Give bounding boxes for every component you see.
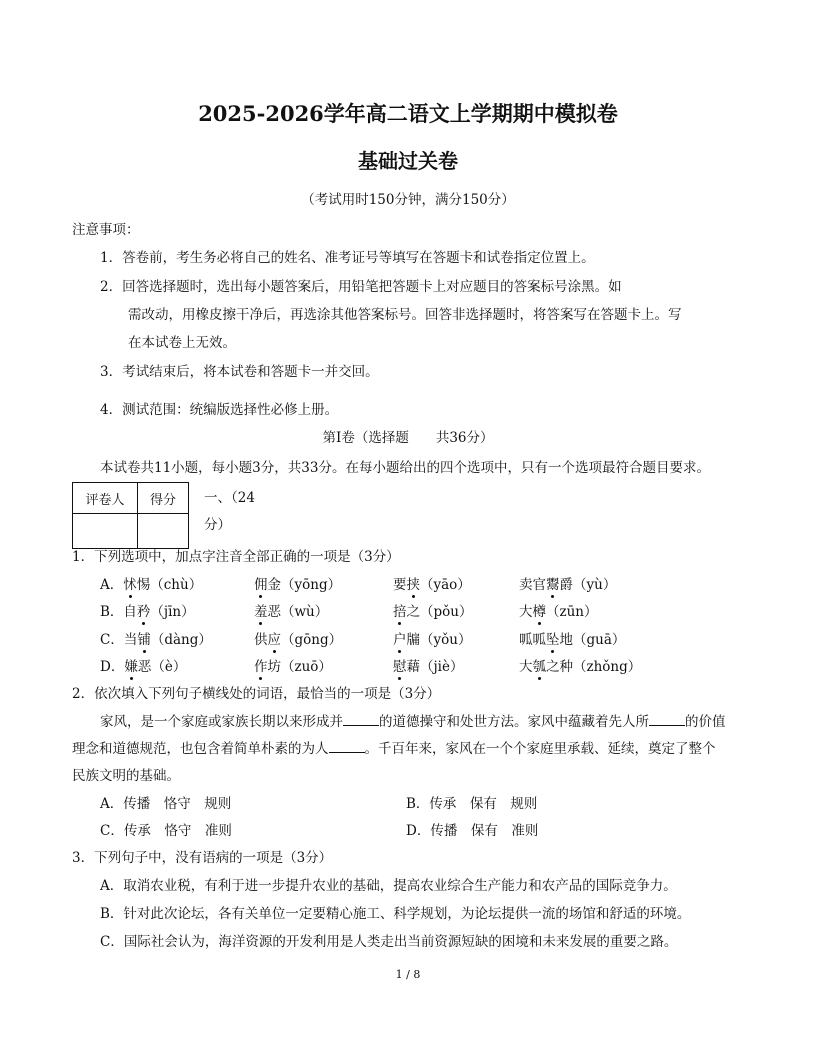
option-text: 卖官 <box>519 577 546 593</box>
page-title: 2025-2026学年高二语文上学期期中模拟卷 <box>198 101 618 126</box>
option-text: 大 <box>519 659 533 675</box>
question-3-option-c: C．国际社会认为，海洋资源的开发利用是人类走出当前资源短缺的困境和未来发展的重要之路。 <box>100 934 678 950</box>
option-text: 之（pǒu） <box>406 604 473 620</box>
question-1-option-d-item-2 <box>254 655 332 675</box>
option-text: 藉（jiè） <box>406 659 464 675</box>
question-1-option-a-item-3 <box>393 573 471 593</box>
question-1-option-d-item-3 <box>393 655 464 675</box>
option-text: 供 <box>254 632 268 648</box>
option-text: 金（yōng） <box>267 577 342 593</box>
dotted-character: 怵 <box>123 573 137 593</box>
part-label-line1: 一、（24 <box>204 490 255 506</box>
question-1-option-b-item-4 <box>519 600 598 620</box>
question-1-option-d-item-4 <box>519 655 641 675</box>
section-intro: 本试卷共11小题，每小题3分，共33分。在每小题给出的四个选项中，只有一个选项最符合题目要求。 <box>100 460 710 476</box>
question-1-option-c-item-3 <box>393 628 471 648</box>
exam-info: （考试用时150分钟，满分150分） <box>301 192 515 208</box>
dotted-character: 挟 <box>407 573 421 593</box>
question-2-option-b: B．传承 保有 规则 <box>406 796 538 812</box>
fill-blank-2 <box>649 713 685 726</box>
dotted-character: 作 <box>254 655 268 675</box>
grader-header: 评卷人 <box>73 483 138 514</box>
dotted-character: 樽 <box>533 600 547 620</box>
fill-blank-3 <box>329 740 365 753</box>
page-number: 1 / 8 <box>395 968 421 981</box>
passage-text: 家风，是一个家庭或家族长期以来形成并 <box>100 714 343 730</box>
option-text: 坊（zuō） <box>267 659 332 675</box>
dotted-character: 坠 <box>546 628 560 648</box>
option-text: （yāo） <box>420 577 471 593</box>
option-text: 惕（chù） <box>136 577 203 593</box>
dotted-character: 户 <box>393 628 407 648</box>
section-title: 第Ⅰ卷（选择题 共36分） <box>322 430 494 446</box>
dotted-character: 羞 <box>254 600 268 620</box>
option-text: 自 <box>123 604 137 620</box>
option-text: 大 <box>519 604 533 620</box>
dotted-character: 鬻 <box>546 573 560 593</box>
dotted-character: 铺 <box>137 628 151 648</box>
option-text: 呱呱 <box>519 632 546 648</box>
option-letter: D． <box>100 659 125 675</box>
question-3-option-a: A．取消农业税，有利于进一步提升农业的基础，提高农业综合生产能力和农产品的国际竞争力。 <box>100 878 677 894</box>
question-1-option-b-item-3 <box>393 600 472 620</box>
score-header: 得分 <box>138 483 189 514</box>
passage-text: 。千百年来，家风在一个个家庭里承载、延续，奠定了整个 <box>364 741 716 757</box>
dotted-character: 掊 <box>393 600 407 620</box>
question-1-option-c-item-2 <box>254 628 342 648</box>
question-2-stem: 2．依次填入下列句子横线处的词语，最恰当的一项是（3分） <box>72 686 441 702</box>
question-1-option-a-item-4 <box>519 573 616 593</box>
part-label-line2: 分） <box>204 517 231 533</box>
notice-item-3: 3．考试结束后，将本试卷和答题卡一并交回。 <box>100 364 379 380</box>
question-1-stem: 1．下列选项中，加点字注音全部正确的一项是（3分） <box>72 549 400 565</box>
question-1-option-c-item-4 <box>519 628 625 648</box>
option-letter: B． <box>100 604 124 620</box>
option-letter: C． <box>100 632 124 648</box>
question-1-option-d-item-1 <box>100 655 186 675</box>
page-subtitle: 基础过关卷 <box>358 149 458 173</box>
notice-item-1: 1．答卷前，考生务必将自己的姓名、准考证号等填写在答题卡和试卷指定位置上。 <box>100 250 595 266</box>
score-table <box>72 482 189 549</box>
question-2-option-c: C．传承 恪守 准则 <box>100 823 232 839</box>
grader-cell <box>73 514 138 549</box>
option-text: 地（guā） <box>559 632 626 648</box>
passage-text: 的价值 <box>685 714 726 730</box>
notice-item-4: 4．测试范围：统编版选择性必修上册。 <box>100 402 339 418</box>
option-text: 恶（è） <box>137 659 187 675</box>
question-3-stem: 3．下列句子中，没有语病的一项是（3分） <box>72 850 333 866</box>
option-text: （zūn） <box>546 604 598 620</box>
question-2-option-d: D．传播 保有 准则 <box>406 823 539 839</box>
dotted-character: 嫌 <box>124 655 138 675</box>
option-text: （gōng） <box>281 632 343 648</box>
question-2-passage-line1 <box>100 710 726 730</box>
fill-blank-1 <box>343 713 379 726</box>
option-text: 当 <box>123 632 138 648</box>
option-letter: A． <box>100 577 124 593</box>
question-1-option-b-item-1 <box>100 600 195 620</box>
question-3-option-b: B．针对此次论坛，各有关单位一定要精心施工、科学规划，为论坛提供一流的场馆和舒适的环境。 <box>100 906 691 922</box>
dotted-character: 瓠 <box>533 655 547 675</box>
dotted-character: 应 <box>268 628 282 648</box>
dotted-character: 矜 <box>137 600 151 620</box>
question-1-option-b-item-2 <box>254 600 328 620</box>
option-text: （dàng） <box>150 632 212 648</box>
option-text: 之种（zhǒng） <box>546 659 642 675</box>
passage-text: 的道德操守和处世方法。家风中蕴藏着先人所 <box>379 714 649 730</box>
question-2-option-a: A．传播 恪守 规则 <box>100 796 232 812</box>
dotted-character: 佣 <box>254 573 268 593</box>
notice-item-2-cont: 需改动，用橡皮擦干净后，再选涂其他答案标号。回答非选择题时，将答案写在答题卡上。写 <box>128 307 682 323</box>
notice-heading: 注意事项： <box>72 222 140 238</box>
question-1-option-a-item-1 <box>100 573 202 593</box>
question-2-passage-line2 <box>72 737 716 757</box>
score-cell <box>138 514 189 549</box>
option-text: （jīn） <box>150 604 195 620</box>
question-1-option-a-item-2 <box>254 573 341 593</box>
option-text: 要 <box>393 577 407 593</box>
notice-item-2-end: 在本试卷上无效。 <box>128 335 236 351</box>
option-text: 恶（wù） <box>267 604 329 620</box>
notice-item-2: 2．回答选择题时，选出每小题答案后，用铅笔把答题卡上对应题目的答案标号涂黑。如 <box>100 279 622 295</box>
option-text: 爵（yù） <box>559 577 617 593</box>
question-1-option-c-item-1 <box>100 628 212 648</box>
dotted-character: 慰 <box>393 655 407 675</box>
option-text: 牖（yǒu） <box>406 632 472 648</box>
question-2-passage-line3: 民族文明的基础。 <box>72 768 180 784</box>
passage-text: 理念和道德规范，也包含着简单朴素的为人 <box>72 741 329 757</box>
